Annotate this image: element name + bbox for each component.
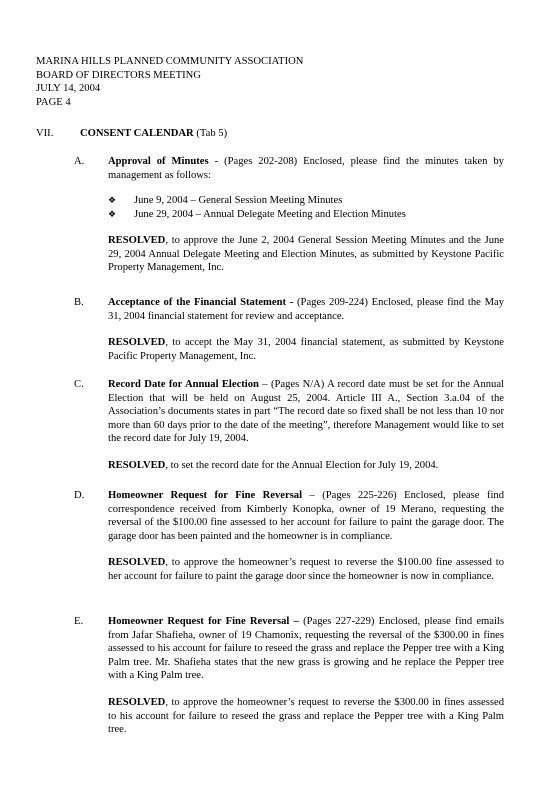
meeting-title: BOARD OF DIRECTORS MEETING	[36, 69, 201, 81]
item-title: Homeowner Request for Fine Reversal –	[108, 616, 299, 627]
item-body	[108, 489, 504, 543]
item-text: - (Pages 202-208) Enclosed, please find the minutes taken by management as follows:	[108, 156, 504, 181]
resolution-text: , to accept the May 31, 2004 financial statement, as submitted by Keystone Pacific Property Management, Inc.	[108, 337, 504, 362]
resolved-label: RESOLVED	[108, 337, 166, 349]
page-number: PAGE 4	[36, 96, 71, 108]
resolved-label: RESOLVED	[108, 459, 166, 471]
resolution	[108, 459, 504, 473]
resolution	[108, 696, 504, 737]
section-title: CONSENT CALENDAR	[80, 128, 194, 139]
association-name: MARINA HILLS PLANNED COMMUNITY ASSOCIATION	[36, 56, 304, 67]
item-text: (Pages 209-224) Enclosed, please find the May 31, 2004 financial statement for review and acceptance.	[108, 297, 504, 322]
item-text: – (Pages N/A) A record date must be set for the Annual Election that will be held on August 25, 2004. Article III A., Section 3.a.04 of the Association’s documents states in part “The record date so fixed shall be not less than 10 nor more than 60 days prior to the date of the meeting”, therefore Management would like to set the record date for July 19, 2004.	[108, 379, 504, 445]
resolved-label: RESOLVED	[108, 557, 166, 569]
resolution	[108, 234, 504, 275]
minutes-list	[108, 194, 504, 222]
item-letter: C.	[74, 379, 84, 390]
item-body	[108, 155, 504, 182]
list-item	[108, 194, 504, 208]
resolved-label: RESOLVED	[108, 696, 166, 708]
item-letter: B.	[74, 297, 84, 308]
item-letter: E.	[74, 616, 84, 627]
resolved-label: RESOLVED	[108, 235, 166, 247]
diamond-bullet-icon: ❖	[108, 196, 117, 207]
item-letter: A.	[74, 156, 85, 167]
item-title: Homeowner Request for Fine Reversal	[108, 490, 303, 501]
item-title: Approval of Minutes	[108, 156, 209, 167]
section-heading	[36, 127, 227, 141]
item-d	[74, 489, 504, 584]
item-letter: D.	[74, 490, 85, 501]
resolution-text: , to approve the June 2, 2004 General Session Meeting Minutes and the June 29, 2004 Annual Delegate Meeting and Election Minutes, as submitted by Keystone Pacific Property Management, Inc.	[108, 235, 504, 274]
item-c	[74, 378, 504, 473]
item-a	[74, 155, 504, 275]
document-header	[36, 55, 303, 109]
resolution-text: , to approve the homeowner’s request to reverse the $300.00 in fines assessed to his account for failure to reseed the grass and replace the Pepper tree with a King Palm tree.	[108, 696, 504, 736]
list-item-text: June 9, 2004 – General Session Meeting Minutes	[134, 195, 343, 207]
item-body	[108, 615, 504, 683]
item-b	[74, 296, 504, 363]
item-e	[74, 615, 504, 737]
diamond-bullet-icon: ❖	[108, 210, 117, 221]
resolution	[108, 556, 504, 583]
section-note: (Tab 5)	[193, 128, 228, 139]
meeting-date: JULY 14, 2004	[36, 83, 101, 94]
item-title: Record Date for Annual Election	[108, 379, 259, 390]
item-body	[108, 378, 504, 446]
item-body	[108, 296, 504, 323]
item-title: Acceptance of the Financial Statement -	[108, 297, 294, 308]
resolution-text: , to approve the homeowner’s request to reverse the $100.00 fine assessed to her account for failure to paint the garage door since the homeowner is now in compliance.	[108, 557, 504, 582]
resolution	[108, 336, 504, 363]
list-item-text: June 29, 2004 – Annual Delegate Meeting and Election Minutes	[134, 209, 406, 221]
section-number: VII.	[36, 128, 54, 139]
item-text: – (Pages 225-226) Enclosed, please find correspondence received from Kimberly Konopka, owner of 19 Merano, requesting the reversal of the $100.00 fine assessed to her account for failure to paint the garage door. The garage door has been painted and the homeowner is in compliance.	[108, 490, 504, 542]
item-text: (Pages 227-229) Enclosed, please find emails from Jafar Shafieha, owner of 19 Chamonix, requesting the reversal of the $300.00 in fines assessed to his account for failure to reseed the grass and replace the Pepper tree with a King Palm tree. Mr. Shafieha states that the new grass is growing and he replace the Pepper tree with a King Palm tree.	[108, 616, 505, 682]
list-item	[108, 208, 504, 222]
resolution-text: , to set the record date for the Annual Election for July 19, 2004.	[165, 459, 439, 471]
